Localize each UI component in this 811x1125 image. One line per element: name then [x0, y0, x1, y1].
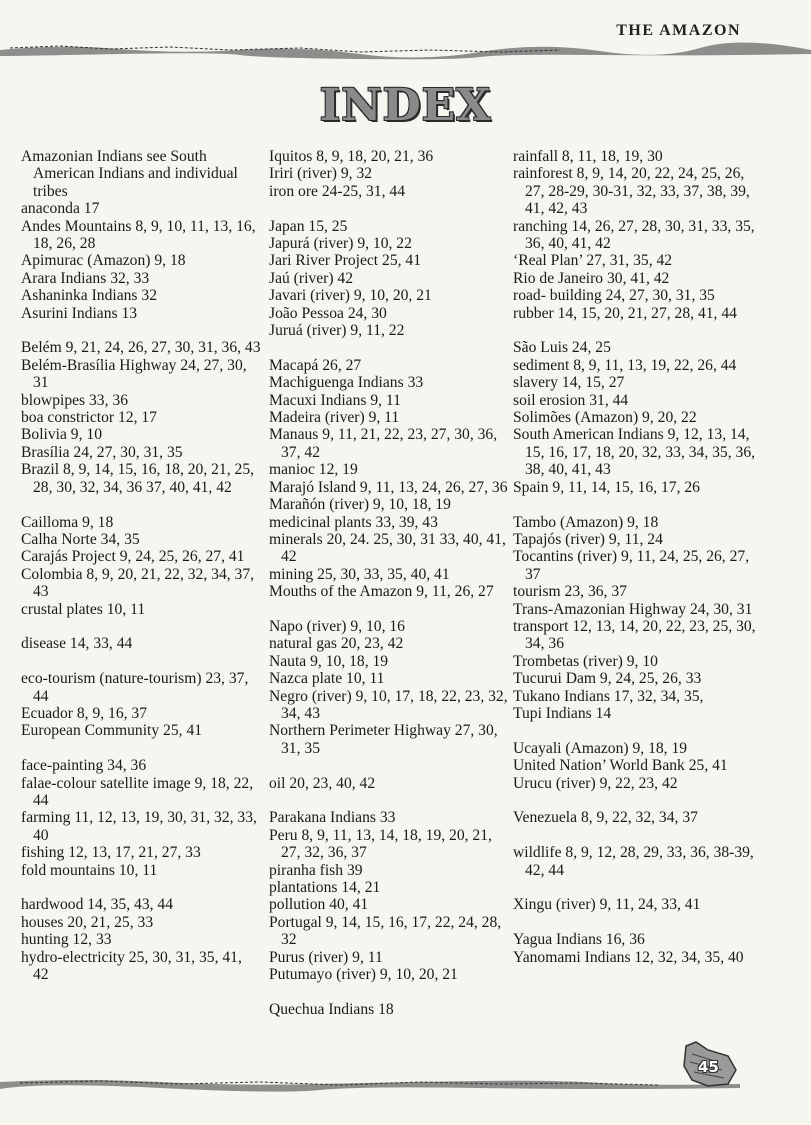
index-entry: Venezuela 8, 9, 22, 32, 34, 37	[513, 809, 698, 827]
index-entry: Nauta 9, 10, 18, 19	[269, 652, 389, 670]
index-column-2	[269, 148, 509, 1018]
index-entry: Nazca plate 10, 11	[269, 670, 385, 688]
group-spacer	[513, 879, 763, 896]
index-entry: hardwood 14, 35, 43, 44	[21, 896, 174, 914]
index-entry: rubber 14, 15, 20, 21, 27, 28, 41, 44	[513, 304, 737, 322]
index-entry: falae-colour satellite image 9, 18, 22, 44	[21, 774, 254, 809]
index-entry: Trombetas (river) 9, 10	[513, 652, 658, 670]
index-entry: transport 12, 13, 14, 20, 22, 23, 25, 30, 34, 36	[513, 617, 756, 653]
index-entry: oil 20, 23, 40, 42	[269, 774, 376, 792]
group-spacer	[21, 496, 261, 513]
group-spacer	[21, 618, 261, 635]
group-spacer	[269, 757, 509, 774]
index-entry: houses 20, 21, 25, 33	[21, 913, 154, 931]
index-entry: Carajás Project 9, 24, 25, 26, 27, 41	[21, 548, 245, 566]
index-entry: Arara Indians 32, 33	[21, 269, 150, 287]
index-entry: Andes Mountains 8, 9, 10, 11, 13, 16, 18, 26, 28	[21, 217, 256, 253]
index-entry: João Pessoa 24, 30	[269, 304, 387, 322]
index-entry: Urucu (river) 9, 22, 23, 42	[513, 774, 678, 792]
page-number: 45	[698, 1058, 719, 1076]
index-entry: Negro (river) 9, 10, 17, 18, 22, 23, 32, 34, 43	[269, 687, 508, 722]
index-entry: medicinal plants 33, 39, 43	[269, 513, 438, 531]
index-entry: anaconda 17	[21, 200, 100, 218]
index-column-3	[513, 148, 763, 966]
index-entry: slavery 14, 15, 27	[513, 374, 625, 392]
index-entry: Trans-Amazonian Highway 24, 30, 31	[513, 600, 753, 618]
index-entry: Belém 9, 21, 24, 26, 27, 30, 31, 36, 43	[21, 339, 261, 357]
index-entry: hunting 12, 33	[21, 931, 112, 949]
group-spacer	[513, 827, 763, 844]
group-spacer	[21, 879, 261, 896]
index-entry: fishing 12, 13, 17, 21, 27, 33	[21, 844, 201, 862]
group-spacer	[269, 339, 509, 356]
index-entry: Tapajós (river) 9, 11, 24	[513, 530, 663, 548]
group-spacer	[513, 914, 763, 931]
index-entry: Yagua Indians 16, 36	[513, 931, 645, 949]
index-entry: Purus (river) 9, 11	[269, 948, 383, 966]
index-entry: Tukano Indians 17, 32, 34, 35,	[513, 687, 704, 705]
running-title: THE AMAZON	[616, 22, 741, 39]
group-spacer	[269, 983, 509, 1000]
index-entry: Colombia 8, 9, 20, 21, 22, 32, 34, 37, 43	[21, 565, 255, 601]
index-entry: farming 11, 12, 13, 19, 30, 31, 32, 33, 40	[21, 809, 257, 844]
index-entry: Putumayo (river) 9, 10, 20, 21	[269, 966, 458, 984]
index-entry: Northern Perimeter Highway 27, 30, 31, 35	[269, 722, 498, 757]
index-entry: rainforest 8, 9, 14, 20, 22, 24, 25, 26, 27, 28-29, 30-31, 32, 33, 37, 38, 39, 41, 42, 43	[513, 165, 750, 218]
index-entry: eco-tourism (nature-tourism) 23, 37, 44	[21, 670, 249, 705]
index-entry: Parakana Indians 33	[269, 809, 396, 827]
index-entry: tourism 23, 36, 37	[513, 583, 627, 601]
index-entry: Brasília 24, 27, 30, 31, 35	[21, 443, 183, 461]
group-spacer	[269, 601, 509, 618]
index-entry: mining 25, 30, 33, 35, 40, 41	[269, 565, 450, 583]
index-entry: Yanomami Indians 12, 32, 34, 35, 40	[513, 948, 744, 966]
index-entry: Juruá (river) 9, 11, 22	[269, 322, 405, 340]
index-entry: Asurini Indians 13	[21, 304, 138, 322]
index-entry: blowpipes 33, 36	[21, 391, 128, 409]
index-entry: Spain 9, 11, 14, 15, 16, 17, 26	[513, 478, 700, 496]
group-spacer	[513, 322, 763, 339]
index-entry: Amazonian Indians see South American Indians and individual tribes	[21, 148, 238, 200]
index-entry: Apimurac (Amazon) 9, 18	[21, 252, 186, 270]
index-entry: Macuxi Indians 9, 11	[269, 391, 401, 409]
index-entry: Japan 15, 25	[269, 217, 348, 235]
index-entry: minerals 20, 24. 25, 30, 31 33, 40, 41, 42	[269, 530, 506, 566]
group-spacer	[513, 792, 763, 809]
group-spacer	[21, 740, 261, 757]
index-entry: wildlife 8, 9, 12, 28, 29, 33, 36, 38-39, 42, 44	[513, 844, 754, 879]
index-entry: Manaus 9, 11, 21, 22, 23, 27, 30, 36, 37, 42	[269, 426, 498, 461]
index-entry: Ecuador 8, 9, 16, 37	[21, 704, 148, 722]
index-entry: Marajó Island 9, 11, 13, 24, 26, 27, 36	[269, 478, 508, 496]
index-entry: plantations 14, 21	[269, 878, 381, 896]
index-entry: iron ore 24-25, 31, 44	[269, 182, 405, 200]
index-entry: Portugal 9, 14, 15, 16, 17, 22, 24, 28, 32	[269, 913, 502, 949]
decorative-top-rule	[0, 38, 811, 66]
index-entry: soil erosion 31, 44	[513, 391, 629, 409]
index-entry: pollution 40, 41	[269, 896, 369, 914]
index-entry: Javari (river) 9, 10, 20, 21	[269, 287, 432, 305]
index-entry: Tocantins (river) 9, 11, 24, 25, 26, 27, 37	[513, 548, 750, 583]
index-entry: United Nation’ World Bank 25, 41	[513, 757, 728, 775]
index-entry: Mouths of the Amazon 9, 11, 26, 27	[269, 583, 494, 601]
index-entry: ‘Real Plan’ 27, 31, 35, 42	[513, 252, 673, 270]
group-spacer	[513, 496, 763, 513]
index-entry: Cailloma 9, 18	[21, 513, 114, 531]
index-entry: Marañón (river) 9, 10, 18, 19	[269, 496, 451, 514]
index-entry: Macapá 26, 27	[269, 356, 362, 374]
index-entry: Peru 8, 9, 11, 13, 14, 18, 19, 20, 21, 27, 32, 36, 37	[269, 826, 492, 862]
index-entry: Japurá (river) 9, 10, 22	[269, 235, 412, 253]
group-spacer	[513, 722, 763, 739]
index-entry: piranha fish 39	[269, 861, 363, 879]
index-entry: São Luis 24, 25	[513, 339, 611, 357]
index-entry: Tupi Indians 14	[513, 704, 612, 722]
index-entry: natural gas 20, 23, 42	[269, 635, 404, 653]
index-entry: Brazil 8, 9, 14, 15, 16, 18, 20, 21, 25, 28, 30, 32, 34, 36 37, 40, 41, 42	[21, 461, 255, 496]
index-entry: manioc 12, 19	[269, 461, 358, 479]
index-entry: Tucurui Dam 9, 24, 25, 26, 33	[513, 670, 702, 688]
index-entry: Iquitos 8, 9, 18, 20, 21, 36	[269, 148, 434, 165]
index-entry: Rio de Janeiro 30, 41, 42	[513, 269, 670, 287]
group-spacer	[269, 792, 509, 809]
index-entry: hydro-electricity 25, 30, 31, 35, 41, 42	[21, 948, 242, 983]
page-title: INDEX	[319, 80, 492, 131]
index-entry: disease 14, 33, 44	[21, 635, 133, 653]
index-entry: Quechua Indians 18	[269, 1000, 394, 1018]
index-entry: crustal plates 10, 11	[21, 600, 146, 618]
index-entry: Belém-Brasília Highway 24, 27, 30, 31	[21, 356, 247, 392]
index-entry: Machiguenga Indians 33	[269, 374, 424, 392]
index-entry: boa constrictor 12, 17	[21, 409, 157, 427]
index-entry: fold mountains 10, 11	[21, 861, 158, 879]
index-entry: Calha Norte 34, 35	[21, 530, 140, 548]
index-entry: road- building 24, 27, 30, 31, 35	[513, 287, 715, 305]
index-entry: Bolivia 9, 10	[21, 426, 102, 444]
group-spacer	[21, 653, 261, 670]
index-entry: ranching 14, 26, 27, 28, 30, 31, 33, 35, 36, 40, 41, 42	[513, 217, 755, 253]
index-entry: European Community 25, 41	[21, 722, 203, 740]
index-entry: South American Indians 9, 12, 13, 14, 15, 16, 17, 18, 20, 32, 33, 34, 35, 36, 38, 40, 41, 43	[513, 426, 756, 479]
index-entry: sediment 8, 9, 11, 13, 19, 22, 26, 44	[513, 356, 737, 374]
index-entry: Napo (river) 9, 10, 16	[269, 617, 405, 635]
index-entry: Solimões (Amazon) 9, 20, 22	[513, 409, 697, 427]
index-entry: Xingu (river) 9, 11, 24, 33, 41	[513, 896, 701, 914]
index-column-1	[21, 148, 261, 983]
group-spacer	[21, 322, 261, 339]
index-entry: face-painting 34, 36	[21, 757, 147, 775]
index-entry: rainfall 8, 11, 18, 19, 30	[513, 148, 663, 165]
index-entry: Madeira (river) 9, 11	[269, 409, 400, 427]
index-entry: Tambo (Amazon) 9, 18	[513, 513, 659, 531]
index-entry: Ashaninka Indians 32	[21, 287, 157, 305]
index-entry: Ucayali (Amazon) 9, 18, 19	[513, 739, 688, 757]
index-entry: Jaú (river) 42	[269, 269, 353, 287]
index-entry: Iriri (river) 9, 32	[269, 165, 373, 183]
decorative-bottom-rule	[0, 1068, 740, 1098]
group-spacer	[269, 200, 509, 217]
index-entry: Jari River Project 25, 41	[269, 252, 422, 270]
